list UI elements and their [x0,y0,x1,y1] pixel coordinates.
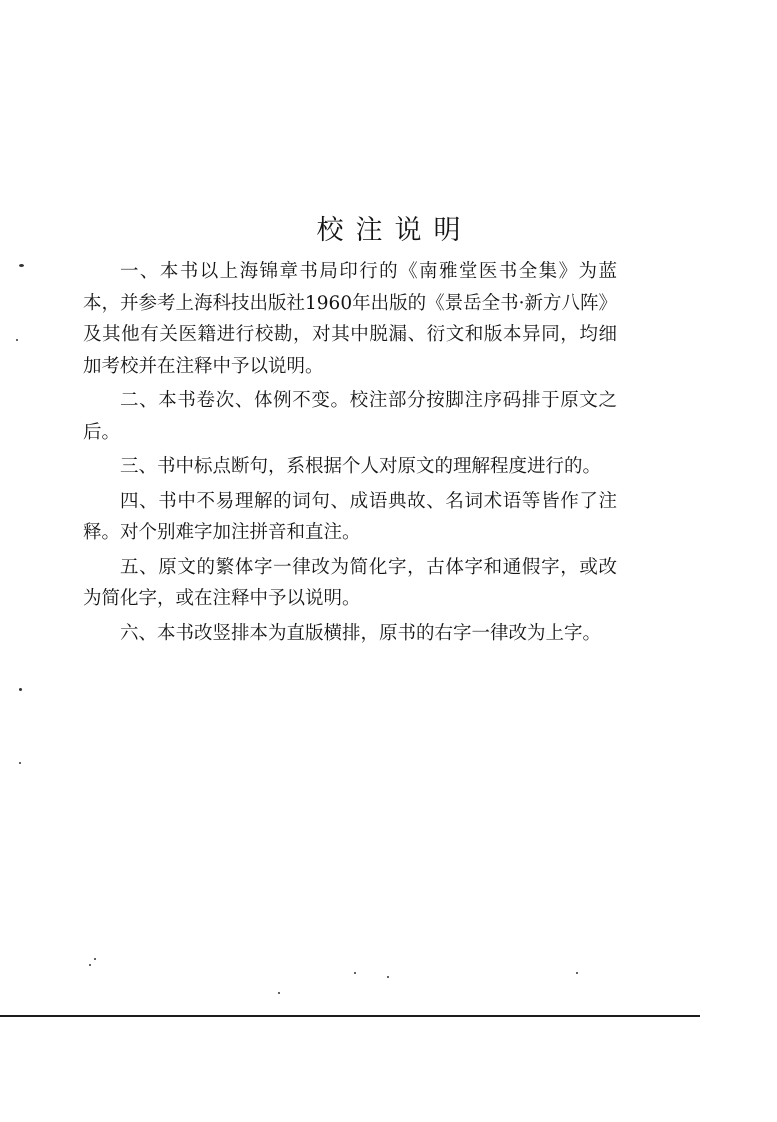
scan-mark [89,964,91,966]
notes-body [83,256,617,649]
scan-mark [278,992,280,994]
bottom-rule [0,1015,700,1017]
note-paragraph-5: 五、原文的繁体字一律改为简化字，古体字和通假字，或改为简化字，或在注释中予以说明。 [83,556,617,609]
scan-mark [354,972,356,974]
scan-mark [94,958,96,960]
note-paragraph-3: 三、书中标点断句，系根据个人对原文的理解程度进行的。 [120,456,602,477]
scan-mark [19,762,21,764]
page-title: 校注说明 [316,215,473,247]
note-paragraph-4: 四、书中不易理解的词句、成语典故、名词术语等皆作了注释。对个别难字加注拼音和直注。 [83,490,617,543]
scan-mark [19,688,22,691]
scan-mark [387,976,389,978]
note-paragraph-1: 一、本书以上海锦章书局印行的《南雅堂医书全集》为蓝本，并参考上海科技出版社1960年出版的《景岳全书·新方八阵》及其他有关医籍进行校勘，对其中脱漏、衍文和版本异同，均细加考校并在注释中予以说明。 [83,261,617,377]
scan-mark [576,972,578,974]
scan-mark [16,339,18,341]
note-paragraph-6: 六、本书改竖排本为直版横排，原书的右字一律改为上字。 [120,622,602,644]
note-paragraph-2: 二、本书卷次、体例不变。校注部分按脚注序码排于原文之后。 [83,390,617,443]
scan-mark [19,264,24,267]
